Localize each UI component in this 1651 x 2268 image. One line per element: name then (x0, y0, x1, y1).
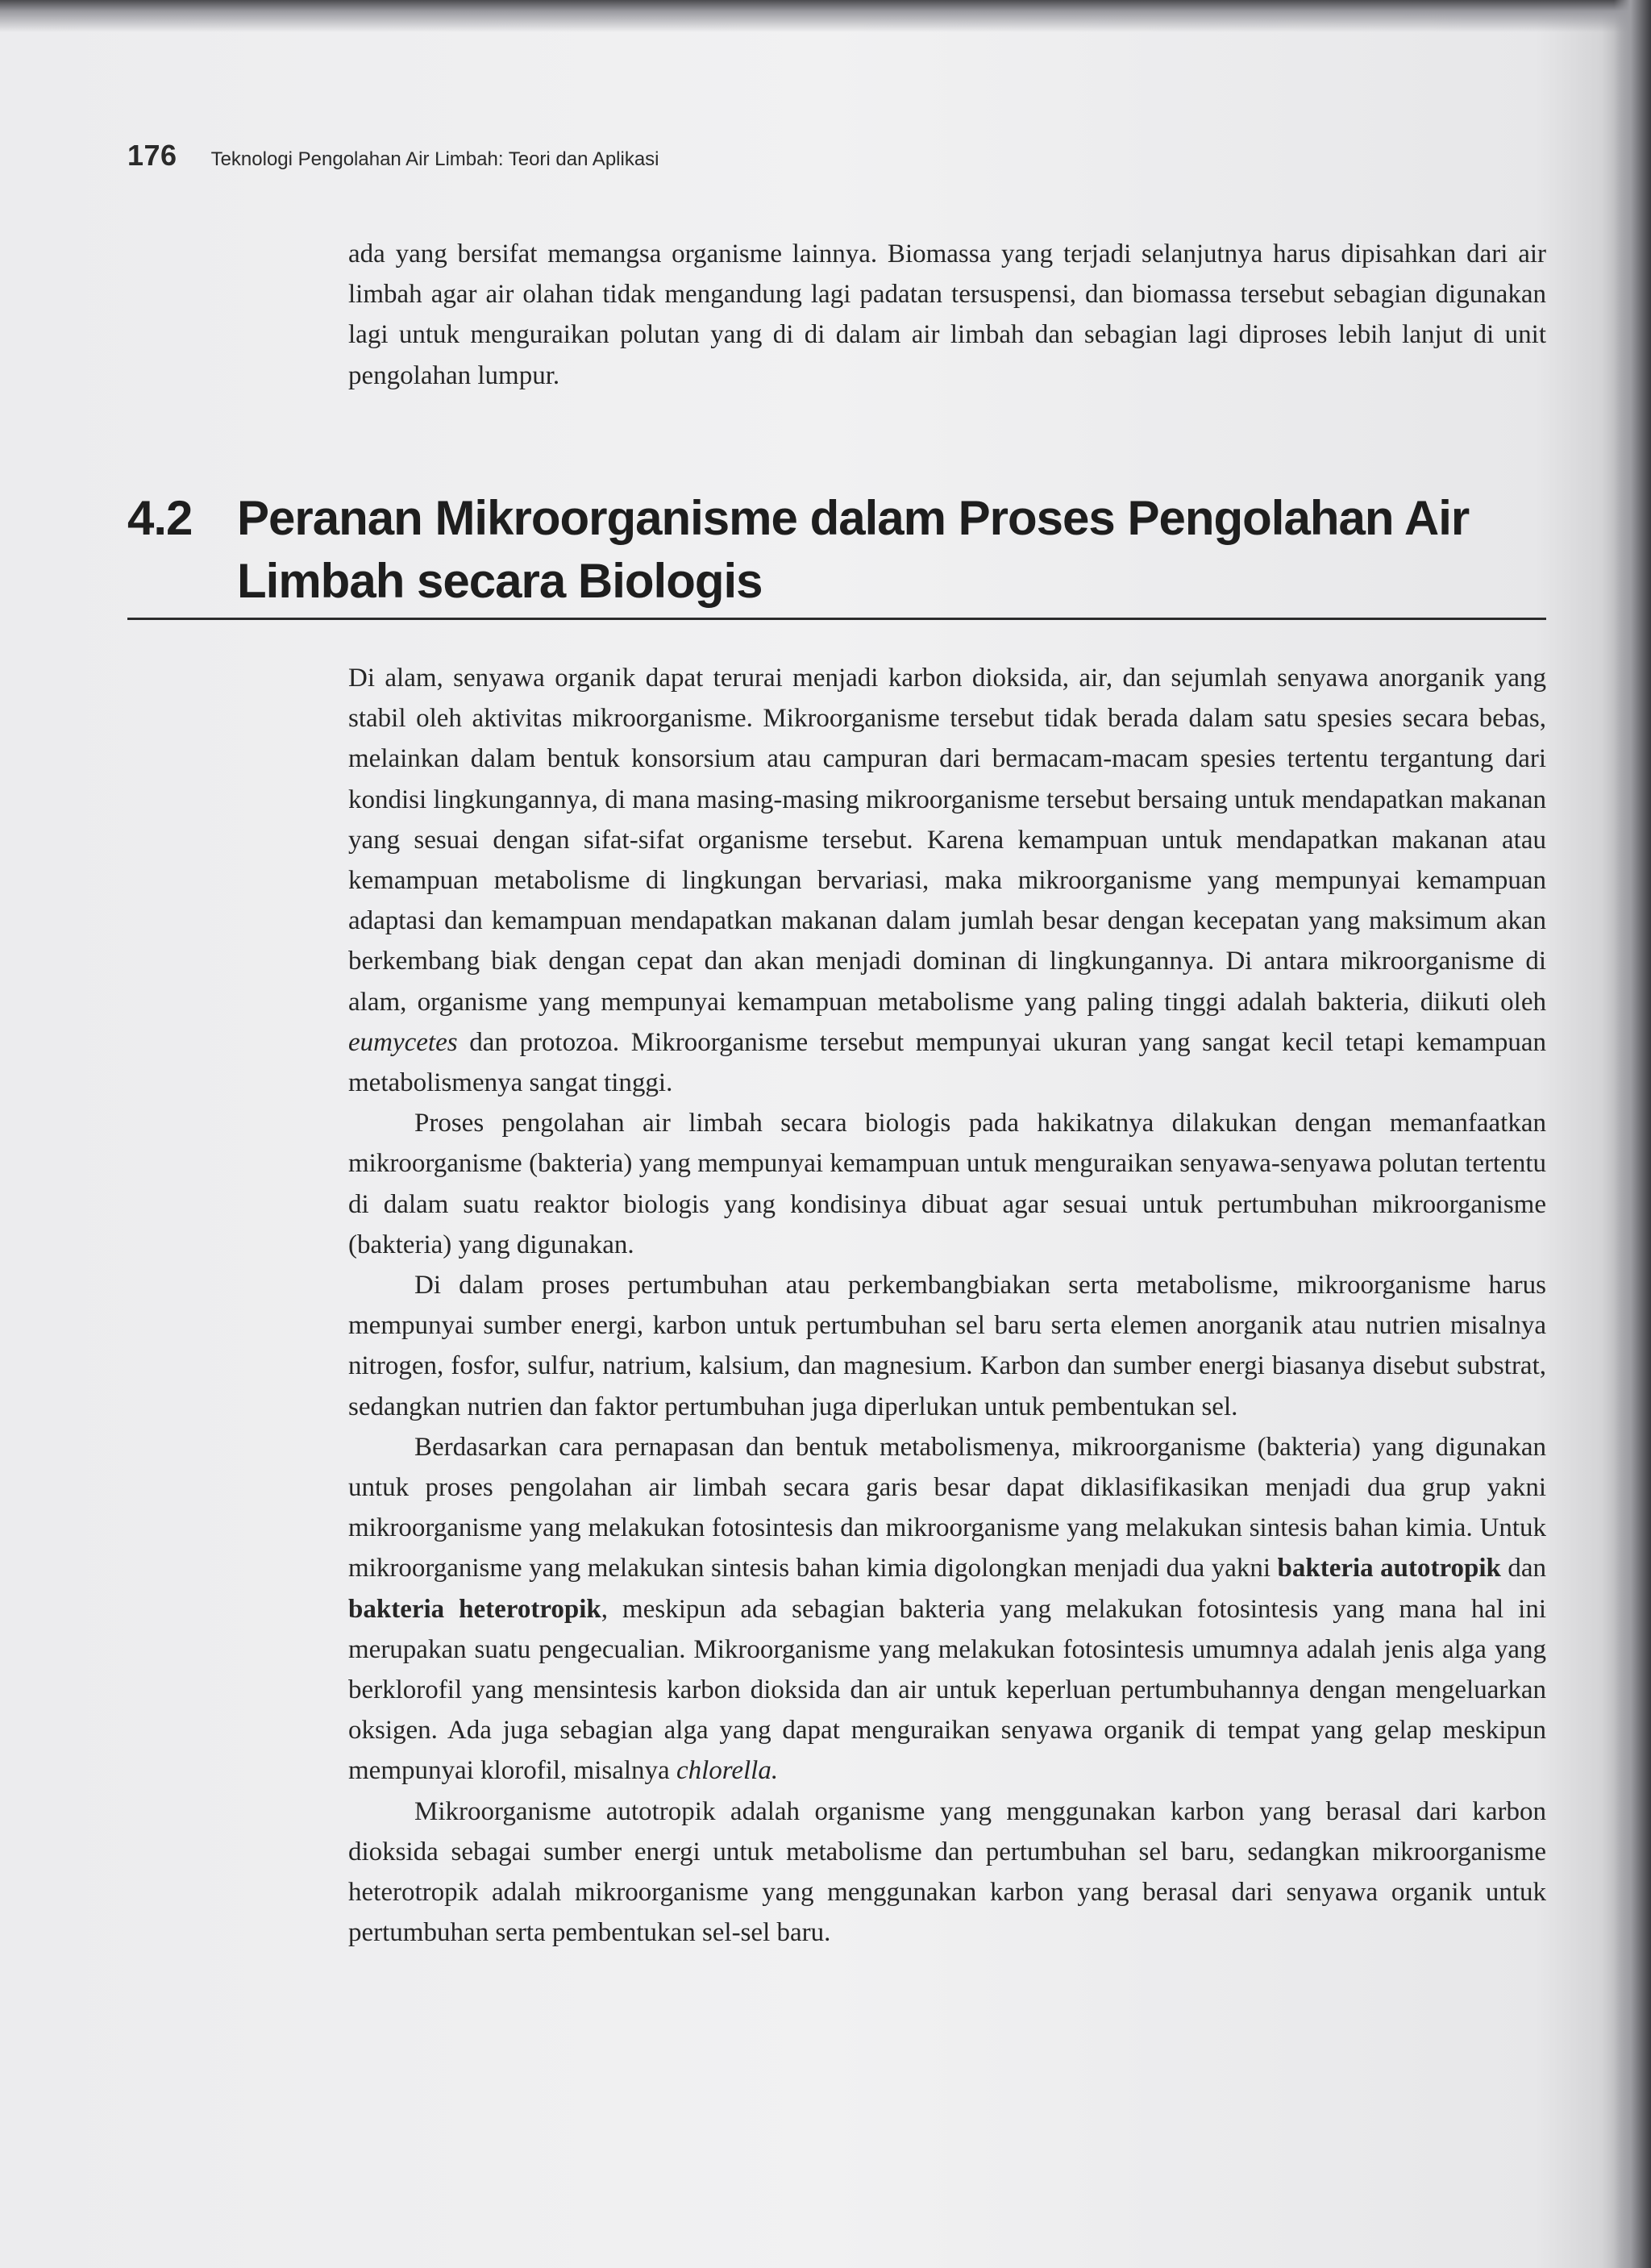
running-header (127, 139, 659, 173)
paragraph-3: Di dalam proses pertumbuhan atau perkembangbiakan serta metabolisme, mikroorganisme harus mempunyai sumber energi, karbon untuk pertumbuhan sel baru serta elemen anorganik atau nutrien misalnya nitrogen, fosfor, sulfur, natrium, kalsium, dan magnesium. Karbon dan sumber energi biasanya disebut substrat, sedangkan nutrien dan faktor pertumbuhan juga diperlukan untuk pembentukan sel. (348, 1271, 1546, 1421)
paragraph-4-bold-term-2: bakteria heterotropik (348, 1594, 601, 1624)
book-title: Teknologi Pengolahan Air Limbah: Teori dan Aplikasi (210, 148, 659, 170)
paragraph-2: Proses pengolahan air limbah secara biologis pada hakikatnya dilakukan dengan memanfaatkan mikroorganisme (bakteria) yang mempunyai kemampuan untuk menguraikan senyawa-senyawa polutan tertentu di dalam suatu reaktor biologis yang kondisinya dibuat agar sesuai untuk pertumbuhan mikroorganisme (bakteria) yang digunakan. (348, 1109, 1546, 1259)
intro-paragraph: ada yang bersifat memangsa organisme lainnya. Biomassa yang terjadi selanjutnya harus dipisahkan dari air limbah agar air olahan tidak mengandung lagi padatan tersuspensi, dan biomassa tersebut sebagian digunakan lagi untuk menguraikan polutan yang di di dalam air limbah dan sebagian lagi diproses lebih lanjut di unit pengolahan lumpur. (348, 239, 1546, 390)
paragraph-4-part-c: , meskipun ada sebagian bakteria yang melakukan fotosintesis yang mana hal ini merupakan suatu pengecualian. Mikroorganisme yang melakukan fotosintesis umumnya adalah jenis alga yang berklorofil yang mensintesis karbon dioksida dan air untuk keperluan pertumbuhannya dengan mengeluarkan oksigen. Ada juga sebagian alga yang dapat menguraikan senyawa organik di tempat yang gelap meskipun mempunyai klorofil, misalnya (348, 1594, 1546, 1786)
paragraph-1-part-b: dan protozoa. Mikroorganisme tersebut mempunyai ukuran yang sangat kecil tetapi kemampuan metabolismenya sangat tinggi. (348, 1027, 1546, 1098)
paragraph-1 (348, 658, 1546, 1103)
section-title: Peranan Mikroorganisme dalam Proses Pengolahan Air Limbah secara Biologis (237, 491, 1470, 608)
paragraph-4-part-b: dan (1508, 1554, 1546, 1583)
section-divider (127, 618, 1546, 620)
paragraph-1-part-a: Di alam, senyawa organik dapat terurai menjadi karbon dioksida, air, dan sejumlah senyawa anorganik yang stabil oleh aktivitas mikroorganisme. Mikroorganisme tersebut tidak berada dalam satu spesies secara bebas, melainkan dalam bentuk konsorsium atau campuran dari bermacam-macam spesies tertentu tergantung dari kondisi lingkungannya, di mana masing-masing mikroorganisme tersebut bersaing untuk mendapatkan makanan yang sesuai dengan sifat-sifat organisme tersebut. Karena kemampuan untuk mendapatkan makanan atau kemampuan metabolisme di lingkungan bervariasi, maka mikroorganisme yang mempunyai kemampuan adaptasi dan kemampuan mendapatkan makanan dalam jumlah besar dengan kecepatan yang maksimum akan berkembang biak dengan cepat dan akan menjadi dominan di lingkungannya. Di antara mikroorganisme di alam, organisme yang mempunyai kemampuan metabolisme yang paling tinggi adalah bakteria, diikuti oleh (348, 664, 1546, 1017)
paragraph-5: Mikroorganisme autotropik adalah organisme yang menggunakan karbon yang berasal dari karbon dioksida sebagai sumber energi untuk metabolisme dan pertumbuhan sel baru, sedangkan mikroorganisme heterotropik adalah mikroorganisme yang menggunakan karbon yang berasal dari senyawa organik untuk pertumbuhan serta pembentukan sel-sel baru. (348, 1796, 1546, 1948)
page-binding-edge (1614, 0, 1651, 2268)
section-body (348, 658, 1546, 1954)
section-number: 4.2 (127, 491, 193, 545)
page-number: 176 (127, 139, 177, 172)
paragraph-4-bold-term-1: bakteria autotropik (1277, 1554, 1501, 1583)
section-heading (127, 487, 1546, 613)
paragraph-4-italic-term: chlorella. (676, 1756, 779, 1786)
paragraph-4-part-a: Berdasarkan cara pernapasan dan bentuk metabolismenya, mikroorganisme (bakteria) yang digunakan untuk proses pengolahan air limbah secara garis besar dapat diklasifikasikan menjadi dua grup yakni mikroorganisme yang melakukan fotosintesis dan mikroorganisme yang melakukan sintesis bahan kimia. Untuk mikroorganisme yang melakukan sintesis bahan kimia digolongkan menjadi dua yakni (348, 1432, 1546, 1583)
paragraph-1-italic-term: eumycetes (348, 1027, 458, 1057)
paragraph-4 (348, 1427, 1546, 1792)
scan-top-shadow (0, 0, 1651, 32)
